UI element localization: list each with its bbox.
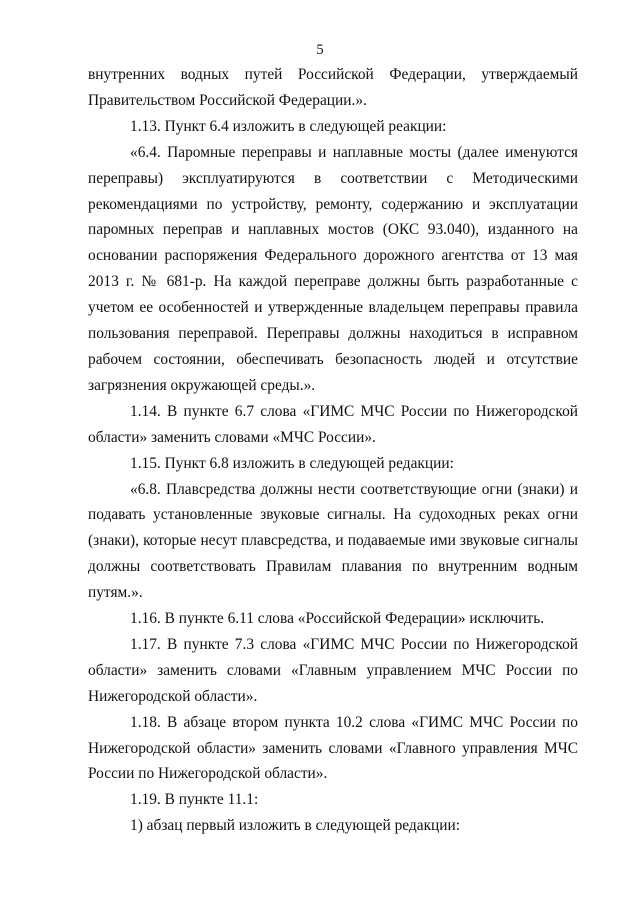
paragraph-item-1-17: 1.17. В пункте 7.3 слова «ГИМС МЧС России по Нижегородской области» заменить словами «Главным управлением МЧС России по Нижегородской области». xyxy=(88,635,578,705)
paragraph-quote-6-8: «6.8. Плавсредства должны нести соответствующие огни (знаки) и подавать установленные звуковые сигналы. На судоходных реках огни (знаки), которые несут плавсредства, и подаваемые ими звуковые сигналы должны соответствовать Правилам плавания по внутренним водным путям.». xyxy=(88,480,578,602)
document-body xyxy=(88,62,578,839)
paragraph-item-1-16: 1.16. В пункте 6.11 слова «Российской Федерации» исключить. xyxy=(130,610,545,628)
paragraph-subitem-1: 1) абзац первый изложить в следующей редакции: xyxy=(130,817,461,835)
paragraph-item-1-18: 1.18. В абзаце втором пункта 10.2 слова «ГИМС МЧС России по Нижегородской области» заменить словами «Главного управления МЧС России по Нижегородской области». xyxy=(88,713,578,783)
paragraph-item-1-19: 1.19. В пункте 11.1: xyxy=(130,791,259,809)
paragraph-continuation: внутренних водных путей Российской Федерации, утверждаемый Правительством Российской Федерации.». xyxy=(88,66,578,109)
paragraph-quote-6-4: «6.4. Паромные переправы и наплавные мосты (далее именуются переправы) эксплуатируются в соответствии с Методическими рекомендациями по устройству, ремонту, содержанию и эксплуатации паромных переправ и наплавных мостов (ОКС 93.040), изданного на основании распоряжения Федерального дорожного агентства от 13 мая 2013 г. № 681-р. На каждой переправе должны быть разработанные с учетом ее особенностей и утвержденные владельцем переправы правила пользования переправой. Переправы должны находиться в исправном рабочем состоянии, обеспечивать безопасность людей и отсутствие загрязнения окружающей среды.». xyxy=(88,143,578,394)
paragraph-item-1-14: 1.14. В пункте 6.7 слова «ГИМС МЧС России по Нижегородской области» заменить словами «МЧС России». xyxy=(88,402,578,446)
paragraph-item-1-13: 1.13. Пункт 6.4 изложить в следующей реакции: xyxy=(130,117,447,135)
page-number: 5 xyxy=(316,42,324,58)
paragraph-item-1-15: 1.15. Пункт 6.8 изложить в следующей редакции: xyxy=(130,454,454,472)
